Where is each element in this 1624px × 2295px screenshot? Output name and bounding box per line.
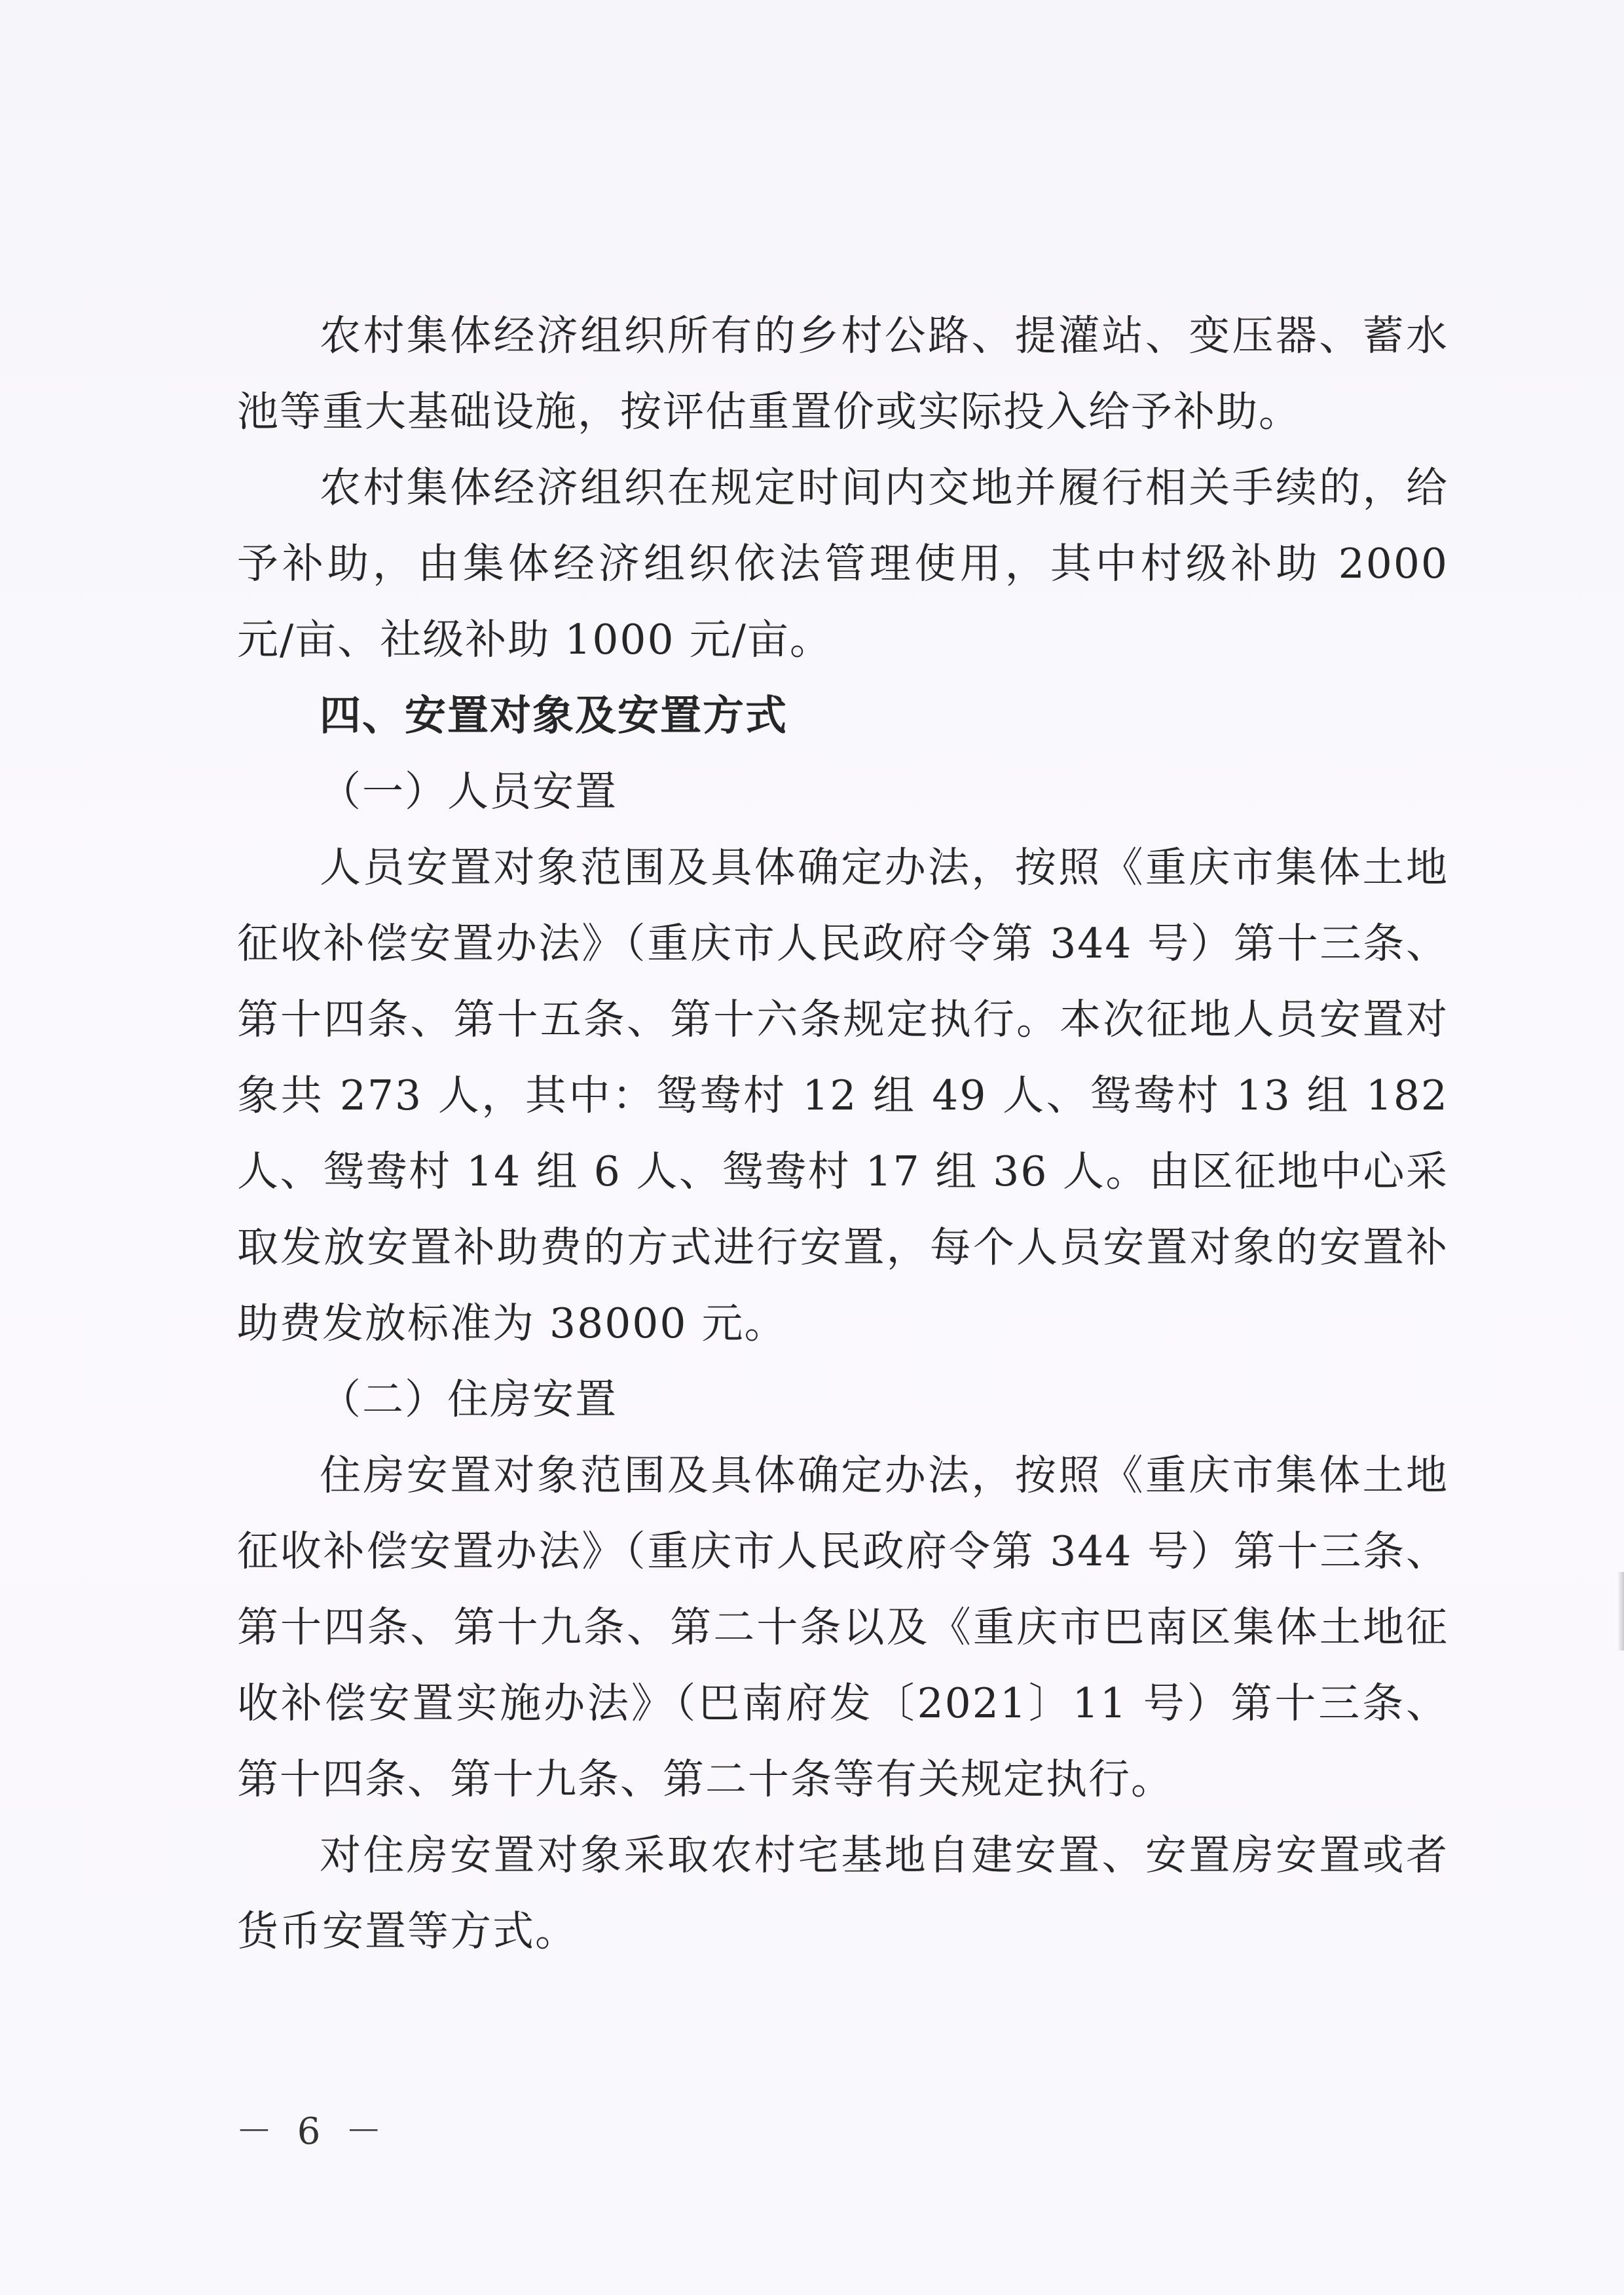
paragraph-land-delivery-subsidy: 农村集体经济组织在规定时间内交地并履行相关手续的，给予补助，由集体经济组织依法管理使用，其中村级补助 2000 元/亩、社级补助 1000 元/亩。 (237, 464, 1449, 663)
subheading-housing-resettlement: （二）住房安置 (320, 1375, 618, 1423)
document-body (237, 298, 1449, 1969)
scan-edge-mark (1617, 1572, 1624, 1651)
paragraph-housing-resettlement-scope: 住房安置对象范围及具体确定办法，按照《重庆市集体土地征收补偿安置办法》（重庆市人民政府令第 344 号）第十三条、第十四条、第十九条、第二十条以及《重庆市巴南区集体土地征收补偿安置实施办法》（巴南府发〔2021〕11 号）第十三条、第十四条、第十九条、第二十条等有关规定执行。 (237, 1451, 1449, 1803)
section-heading-resettlement: 四、安置对象及安置方式 (320, 692, 788, 739)
paragraph-personnel-resettlement: 人员安置对象范围及具体确定办法，按照《重庆市集体土地征收补偿安置办法》（重庆市人民政府令第 344 号）第十三条、第十四条、第十五条、第十六条规定执行。本次征地人员安置对象共 273 人，其中：鸳鸯村 12 组 49 人、鸳鸯村 13 组 182 人、鸳鸯村 14 组 6 人、鸳鸯村 17 组 36 人。由区征地中心采取发放安置补助费的方式进行安置，每个人员安置对象的安置补助费发放标准为 38000 元。 (237, 844, 1449, 1347)
page-number: － 6 － (236, 2110, 389, 2153)
paragraph-housing-resettlement-methods: 对住房安置对象采取农村宅基地自建安置、安置房安置或者货币安置等方式。 (237, 1831, 1449, 1955)
paragraph-infrastructure-subsidy: 农村集体经济组织所有的乡村公路、提灌站、变压器、蓄水池等重大基础设施，按评估重置价或实际投入给予补助。 (237, 312, 1449, 436)
subheading-personnel-resettlement: （一）人员安置 (320, 768, 618, 815)
